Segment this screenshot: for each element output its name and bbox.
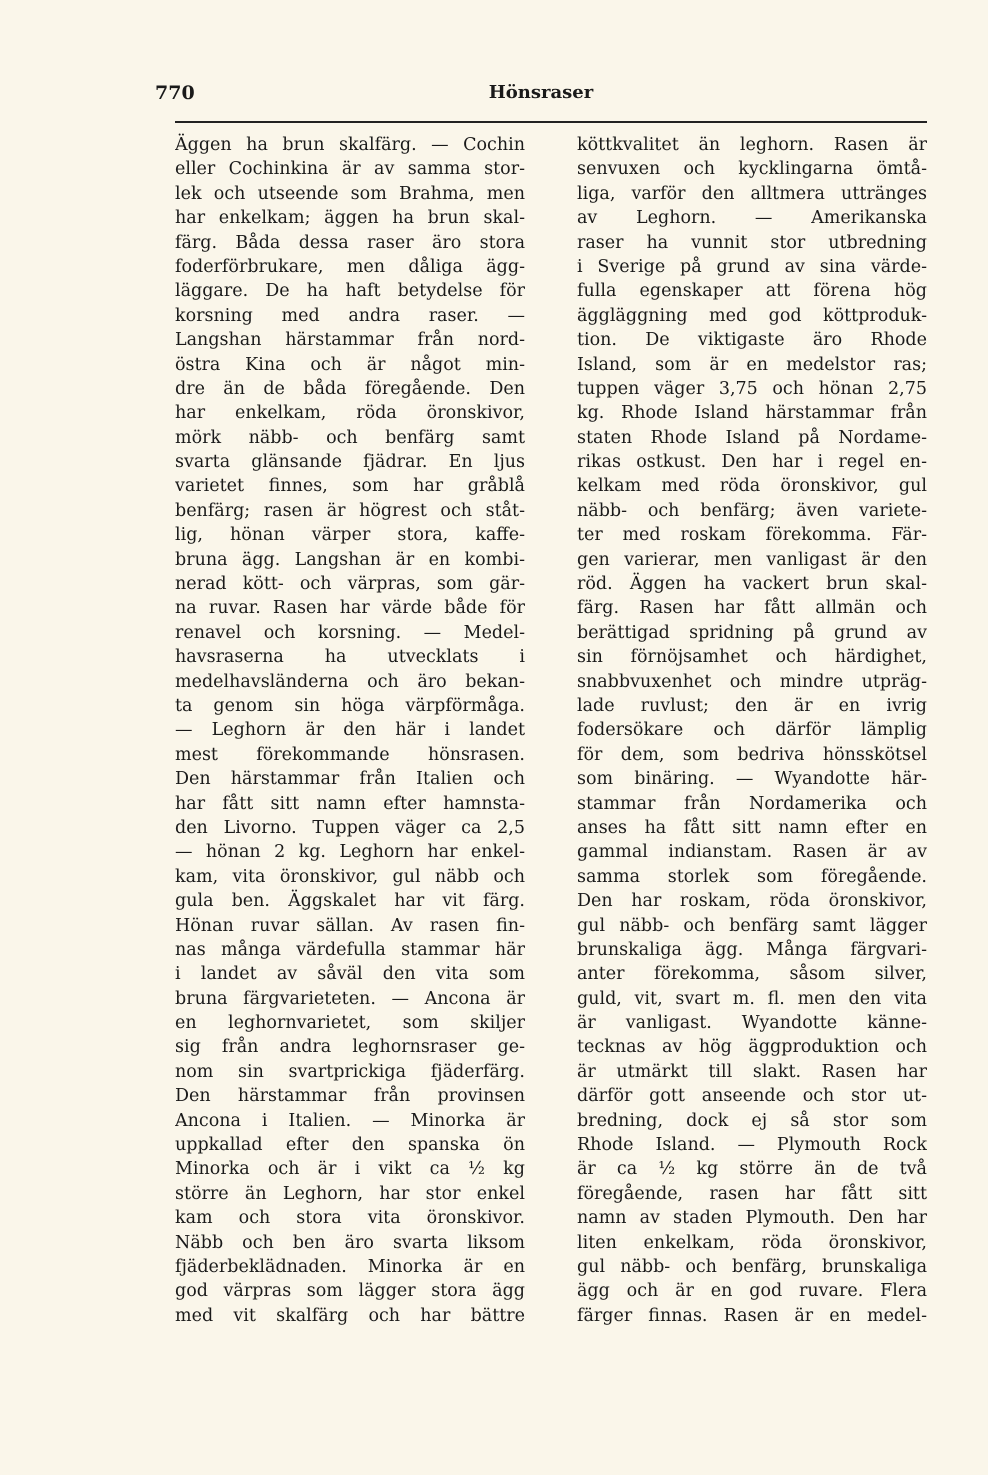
text-line: mörk näbb- och benfärg samt bbox=[175, 427, 525, 448]
text-line: Den härstammar från provinsen bbox=[175, 1086, 525, 1107]
text-line: den Livorno. Tuppen väger ca 2,5 bbox=[175, 817, 525, 838]
text-line: gul näbb- och benfärg, brunskaliga bbox=[577, 1256, 927, 1277]
text-line: gammal indianstam. Rasen är av bbox=[577, 842, 927, 863]
text-line: för dem, som bedriva hönsskötsel bbox=[577, 744, 927, 765]
text-line: dre än de båda föregående. Den bbox=[175, 378, 525, 399]
text-line: tuppen väger 3,75 och hönan 2,75 bbox=[577, 378, 927, 399]
text-line: har enkelkam; äggen ha brun skal- bbox=[175, 208, 525, 229]
text-line: stammar från Nordamerika och bbox=[577, 793, 927, 814]
text-line: Äggen ha brun skalfärg. — Cochin bbox=[175, 135, 525, 155]
text-line: läggare. De ha haft betydelse för bbox=[175, 281, 525, 302]
text-line: färg. Båda dessa raser äro stora bbox=[175, 232, 525, 253]
text-line: gul näbb- och benfärg samt lägger bbox=[577, 915, 927, 936]
text-line: raser ha vunnit stor utbredning bbox=[577, 232, 927, 253]
text-line: östra Kina och är något min- bbox=[175, 354, 525, 375]
text-line: bruna färgvarieteten. — Ancona är bbox=[175, 988, 525, 1009]
running-title: Hönsraser bbox=[488, 82, 594, 103]
text-line: bredning, dock ej så stor som bbox=[577, 1110, 927, 1131]
text-line: varietet finnes, som har gråblå bbox=[175, 476, 525, 497]
header-rule bbox=[175, 121, 927, 123]
text-line: färg. Rasen har fått allmän och bbox=[577, 598, 927, 619]
text-line: därför gott anseende och stor ut- bbox=[577, 1086, 927, 1107]
text-line: korsning med andra raser. — bbox=[175, 305, 525, 326]
text-line: tecknas av hög äggproduktion och bbox=[577, 1037, 927, 1058]
text-line: rikas ostkust. Den har i regel en- bbox=[577, 452, 927, 473]
text-line: gen varierar, men vanligast är den bbox=[577, 549, 927, 570]
text-line: lade ruvlust; den är en ivrig bbox=[577, 695, 927, 716]
text-line: färger finnas. Rasen är en medel- bbox=[577, 1305, 927, 1326]
text-line: köttkvalitet än leghorn. Rasen är bbox=[577, 135, 927, 155]
text-line: Den har roskam, röda öronskivor, bbox=[577, 891, 927, 912]
text-line: har fått sitt namn efter hamnsta- bbox=[175, 793, 525, 814]
text-line: gula ben. Äggskalet har vit färg. bbox=[175, 891, 525, 912]
text-line: lek och utseende som Brahma, men bbox=[175, 183, 525, 204]
text-line: anses ha fått sitt namn efter en bbox=[577, 817, 927, 838]
text-line: eller Cochinkina är av samma stor- bbox=[175, 159, 525, 180]
text-line: senvuxen och kycklingarna ömtå- bbox=[577, 159, 927, 180]
text-line: fulla egenskaper att förena hög bbox=[577, 281, 927, 302]
text-line: brunskaliga ägg. Många färgvari- bbox=[577, 939, 927, 960]
text-line: nerad kött- och värpras, som gär- bbox=[175, 574, 525, 595]
text-line: anter förekomma, såsom silver, bbox=[577, 964, 927, 985]
text-line: benfärg; rasen är högrest och ståt- bbox=[175, 500, 525, 521]
text-line: havsraserna ha utvecklats i bbox=[175, 647, 525, 668]
text-line: har enkelkam, röda öronskivor, bbox=[175, 403, 525, 424]
text-line: Den härstammar från Italien och bbox=[175, 769, 525, 790]
text-line: lig, hönan värper stora, kaffe- bbox=[175, 525, 525, 546]
text-line: Island, som är en medelstor ras; bbox=[577, 354, 927, 375]
text-line: näbb- och benfärg; även variete- bbox=[577, 500, 927, 521]
text-line: svarta glänsande fjädrar. En ljus bbox=[175, 452, 525, 473]
text-line: berättigad spridning på grund av bbox=[577, 622, 927, 643]
text-line: kam, vita öronskivor, gul näbb och bbox=[175, 866, 525, 887]
left-column bbox=[175, 133, 525, 1328]
text-line: sig från andra leghornsraser ge- bbox=[175, 1037, 525, 1058]
text-line: Langshan härstammar från nord- bbox=[175, 330, 525, 351]
text-line: Ancona i Italien. — Minorka är bbox=[175, 1110, 525, 1131]
page-header bbox=[155, 82, 927, 112]
text-line: mest förekommande hönsrasen. bbox=[175, 744, 525, 765]
text-line: Minorka och är i vikt ca ½ kg bbox=[175, 1159, 525, 1180]
text-line: bruna ägg. Langshan är en kombi- bbox=[175, 549, 525, 570]
text-line: är ca ½ kg större än de två bbox=[577, 1159, 927, 1180]
page-number: 770 bbox=[155, 82, 195, 104]
text-line: snabbvuxenhet och mindre utpräg- bbox=[577, 671, 927, 692]
text-line: ta genom sin höga värpförmåga. bbox=[175, 695, 525, 716]
text-line: kam och stora vita öronskivor. bbox=[175, 1208, 525, 1229]
text-line: sin förnöjsamhet och härdighet, bbox=[577, 647, 927, 668]
text-line: Hönan ruvar sällan. Av rasen fin- bbox=[175, 915, 525, 936]
text-line: — Leghorn är den här i landet bbox=[175, 720, 525, 741]
text-line: av Leghorn. — Amerikanska bbox=[577, 208, 927, 229]
text-line: fodersökare och därför lämplig bbox=[577, 720, 927, 741]
text-line: röd. Äggen ha vackert brun skal- bbox=[577, 574, 927, 595]
text-line: ter med roskam förekomma. Fär- bbox=[577, 525, 927, 546]
text-line: större än Leghorn, har stor enkel bbox=[175, 1183, 525, 1204]
text-line: tion. De viktigaste äro Rhode bbox=[577, 330, 927, 351]
text-line: — hönan 2 kg. Leghorn har enkel- bbox=[175, 842, 525, 863]
text-line: samma storlek som föregående. bbox=[577, 866, 927, 887]
text-line: liten enkelkam, röda öronskivor, bbox=[577, 1232, 927, 1253]
text-line: med vit skalfärg och har bättre bbox=[175, 1305, 525, 1326]
text-line: ägg och är en god ruvare. Flera bbox=[577, 1281, 927, 1302]
text-line: nom sin svartprickiga fjäderfärg. bbox=[175, 1061, 525, 1082]
text-line: i landet av såväl den vita som bbox=[175, 964, 525, 985]
text-line: foderförbrukare, men dåliga ägg- bbox=[175, 256, 525, 277]
text-line: fjäderbeklädnaden. Minorka är en bbox=[175, 1256, 525, 1277]
text-line: kg. Rhode Island härstammar från bbox=[577, 403, 927, 424]
text-line: som binäring. — Wyandotte här- bbox=[577, 769, 927, 790]
text-line: god värpras som lägger stora ägg bbox=[175, 1281, 525, 1302]
text-line: uppkallad efter den spanska ön bbox=[175, 1135, 525, 1156]
text-line: namn av staden Plymouth. Den har bbox=[577, 1208, 927, 1229]
text-line: Näbb och ben äro svarta liksom bbox=[175, 1232, 525, 1253]
text-line: liga, varför den alltmera uttränges bbox=[577, 183, 927, 204]
text-line: föregående, rasen har fått sitt bbox=[577, 1183, 927, 1204]
text-line: kelkam med röda öronskivor, gul bbox=[577, 476, 927, 497]
right-column bbox=[577, 133, 927, 1328]
text-line: i Sverige på grund av sina värde- bbox=[577, 256, 927, 277]
text-line: en leghornvarietet, som skiljer bbox=[175, 1013, 525, 1034]
text-line: na ruvar. Rasen har värde både för bbox=[175, 598, 525, 619]
text-line: är utmärkt till slakt. Rasen har bbox=[577, 1061, 927, 1082]
text-line: är vanligast. Wyandotte känne- bbox=[577, 1013, 927, 1034]
text-line: renavel och korsning. — Medel- bbox=[175, 622, 525, 643]
text-line: Rhode Island. — Plymouth Rock bbox=[577, 1135, 927, 1156]
text-line: äggläggning med god köttproduk- bbox=[577, 305, 927, 326]
text-line: medelhavsländerna och äro bekan- bbox=[175, 671, 525, 692]
text-line: staten Rhode Island på Nordame- bbox=[577, 427, 927, 448]
text-line: guld, vit, svart m. fl. men den vita bbox=[577, 988, 927, 1009]
text-line: nas många värdefulla stammar här bbox=[175, 939, 525, 960]
